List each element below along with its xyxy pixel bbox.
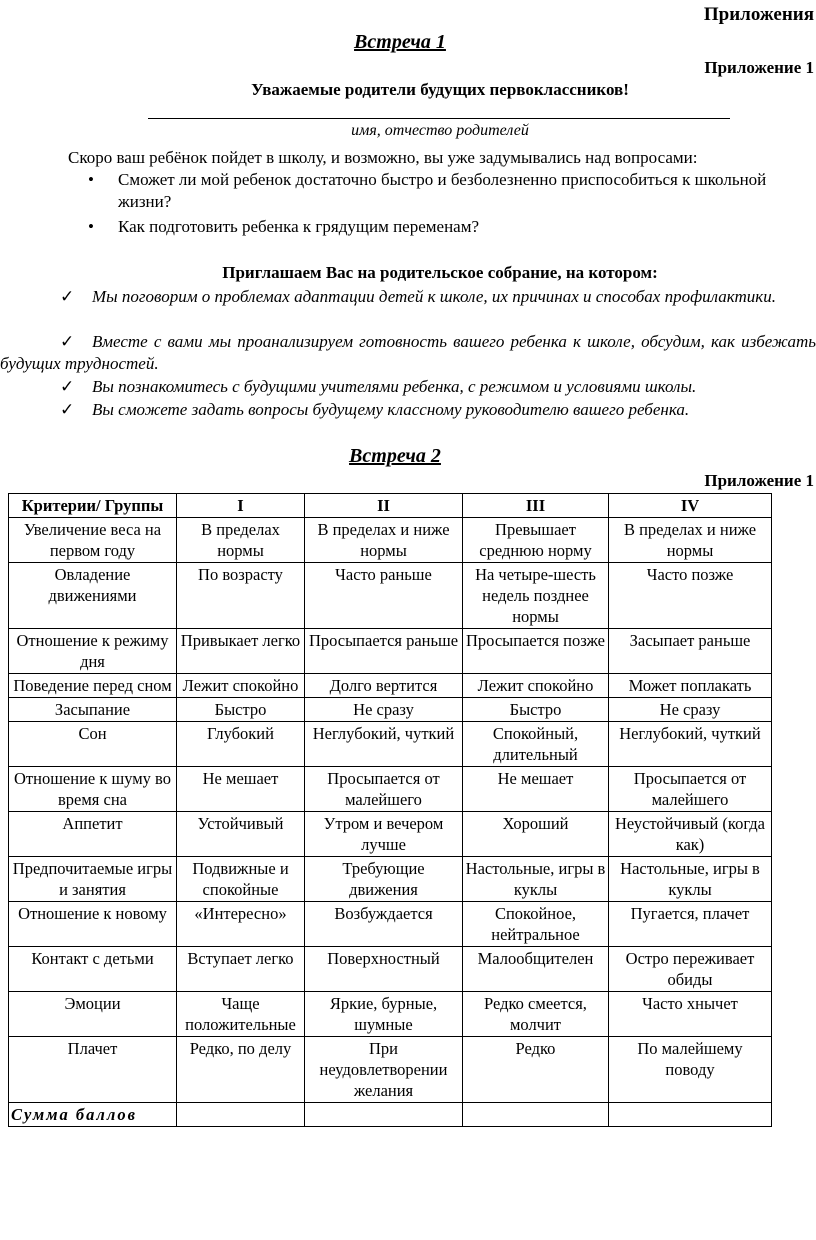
table-row: [9, 812, 772, 857]
group-4-cell: Остро переживает обиды: [609, 947, 772, 992]
group-3-cell: Превышает среднюю норму: [463, 518, 609, 563]
group-3-cell: Быстро: [463, 698, 609, 722]
criterion-cell: Овладение движениями: [9, 563, 177, 629]
table-row: [9, 698, 772, 722]
table-header-row: [9, 494, 772, 518]
criterion-cell: Контакт с детьми: [9, 947, 177, 992]
checkmark-icon: ✓: [60, 332, 75, 351]
name-caption: имя, отчество родителей: [351, 122, 529, 139]
table-row: [9, 902, 772, 947]
header-group-4: IV: [609, 494, 772, 518]
checkmark-icon: ✓: [60, 400, 75, 419]
criterion-cell: Увеличение веса на первом году: [9, 518, 177, 563]
group-1-cell: Лежит спокойно: [177, 674, 305, 698]
question-text: Как подготовить ребенка к грядущим переменам?: [118, 217, 480, 236]
appendices-heading: Приложения: [703, 4, 814, 25]
table-row: [9, 992, 772, 1037]
sum-cell: [609, 1103, 772, 1127]
group-1-cell: Вступает легко: [177, 947, 305, 992]
group-3-cell: Просыпается позже: [463, 629, 609, 674]
group-4-cell: Пугается, плачет: [609, 902, 772, 947]
group-4-cell: Неустойчивый (когда как): [609, 812, 772, 857]
group-2-cell: Не сразу: [305, 698, 463, 722]
header-group-1: I: [177, 494, 305, 518]
checkmark-icon: ✓: [60, 377, 75, 396]
group-4-cell: В пределах и ниже нормы: [609, 518, 772, 563]
sum-cell: [305, 1103, 463, 1127]
intro-text: Скоро ваш ребёнок пойдет в школу, и возможно, вы уже задумывались над вопросами:: [68, 148, 698, 167]
group-1-cell: По возрасту: [177, 563, 305, 629]
group-1-cell: «Интересно»: [177, 902, 305, 947]
sum-cell: [177, 1103, 305, 1127]
criterion-cell: Отношение к шуму во время сна: [9, 767, 177, 812]
criterion-cell: Отношение к новому: [9, 902, 177, 947]
header-criteria: Критерии/ Группы: [9, 494, 177, 518]
group-2-cell: Неглубокий, чуткий: [305, 722, 463, 767]
group-2-cell: Требующие движения: [305, 857, 463, 902]
agenda-text: Вы познакомитесь с будущими учителями ребенка, с режимом и условиями школы.: [92, 377, 697, 396]
group-1-cell: Чаще положительные: [177, 992, 305, 1037]
salutation: Уважаемые родители будущих первоклассников!: [251, 80, 629, 99]
header-group-3: III: [463, 494, 609, 518]
group-1-cell: Быстро: [177, 698, 305, 722]
group-1-cell: Не мешает: [177, 767, 305, 812]
sum-label: Сумма баллов: [9, 1103, 177, 1127]
group-2-cell: Просыпается от малейшего: [305, 767, 463, 812]
group-2-cell: Часто раньше: [305, 563, 463, 629]
agenda-text: Мы поговорим о проблемах адаптации детей к школе, их причинах и способах профилактики.: [92, 287, 776, 306]
group-1-cell: Привыкает легко: [177, 629, 305, 674]
bullet-icon: •: [88, 170, 94, 189]
group-4-cell: Часто хнычет: [609, 992, 772, 1037]
group-3-cell: Не мешает: [463, 767, 609, 812]
group-3-cell: Настольные, игры в куклы: [463, 857, 609, 902]
group-2-cell: Яркие, бурные, шумные: [305, 992, 463, 1037]
group-2-cell: Просыпается раньше: [305, 629, 463, 674]
table-row: [9, 767, 772, 812]
group-4-cell: Просыпается от малейшего: [609, 767, 772, 812]
group-2-cell: Утром и вечером лучше: [305, 812, 463, 857]
question-text: Сможет ли мой ребенок достаточно быстро и безболезненно приспособиться к школьной жизни?: [118, 170, 767, 211]
group-3-cell: Малообщителен: [463, 947, 609, 992]
bullet-icon: •: [88, 217, 94, 236]
group-4-cell: Неглубокий, чуткий: [609, 722, 772, 767]
group-3-cell: На четыре-шесть недель позднее нормы: [463, 563, 609, 629]
group-4-cell: Засыпает раньше: [609, 629, 772, 674]
group-3-cell: Редко смеется, молчит: [463, 992, 609, 1037]
group-1-cell: Устойчивый: [177, 812, 305, 857]
group-1-cell: Подвижные и спокойные: [177, 857, 305, 902]
group-2-cell: В пределах и ниже нормы: [305, 518, 463, 563]
sum-row: [9, 1103, 772, 1127]
group-4-cell: Не сразу: [609, 698, 772, 722]
agenda-text: Вы сможете задать вопросы будущему классному руководителю вашего ребенка.: [92, 400, 690, 419]
name-underline: [148, 118, 730, 119]
criterion-cell: Плачет: [9, 1037, 177, 1103]
table-row: [9, 722, 772, 767]
group-2-cell: Долго вертится: [305, 674, 463, 698]
checkmark-icon: ✓: [60, 287, 75, 306]
group-4-cell: По малейшему поводу: [609, 1037, 772, 1103]
group-4-cell: Часто позже: [609, 563, 772, 629]
agenda-text: Вместе с вами мы проанализируем готовность вашего ребенка к школе, обсудим, как избежать будущих трудностей.: [0, 332, 816, 373]
table-row: [9, 629, 772, 674]
table-row: [9, 563, 772, 629]
group-3-cell: Лежит спокойно: [463, 674, 609, 698]
group-1-cell: Редко, по делу: [177, 1037, 305, 1103]
criterion-cell: Эмоции: [9, 992, 177, 1037]
appendix-1-label: Приложение 1: [704, 58, 814, 77]
appendix-1-label: Приложение 1: [704, 471, 814, 490]
group-2-cell: При неудовлетворении желания: [305, 1037, 463, 1103]
criterion-cell: Отношение к режиму дня: [9, 629, 177, 674]
group-3-cell: Спокойный, длительный: [463, 722, 609, 767]
meeting-2-title: Встреча 2: [349, 445, 441, 467]
group-1-cell: В пределах нормы: [177, 518, 305, 563]
group-3-cell: Редко: [463, 1037, 609, 1103]
table-row: [9, 857, 772, 902]
criterion-cell: Предпочитаемые игры и занятия: [9, 857, 177, 902]
group-2-cell: Возбуждается: [305, 902, 463, 947]
group-2-cell: Поверхностный: [305, 947, 463, 992]
table-row: [9, 1037, 772, 1103]
meeting-1-title: Встреча 1: [354, 31, 446, 53]
criterion-cell: Засыпание: [9, 698, 177, 722]
group-3-cell: Спокойное, нейтральное: [463, 902, 609, 947]
group-4-cell: Может поплакать: [609, 674, 772, 698]
invitation-heading: Приглашаем Вас на родительское собрание, на котором:: [222, 263, 658, 282]
criterion-cell: Аппетит: [9, 812, 177, 857]
table-row: [9, 518, 772, 563]
table-row: [9, 947, 772, 992]
sum-cell: [463, 1103, 609, 1127]
table-row: [9, 674, 772, 698]
header-group-2: II: [305, 494, 463, 518]
group-3-cell: Хороший: [463, 812, 609, 857]
criterion-cell: Сон: [9, 722, 177, 767]
criterion-cell: Поведение перед сном: [9, 674, 177, 698]
group-1-cell: Глубокий: [177, 722, 305, 767]
group-4-cell: Настольные, игры в куклы: [609, 857, 772, 902]
criteria-table: [8, 493, 772, 1127]
